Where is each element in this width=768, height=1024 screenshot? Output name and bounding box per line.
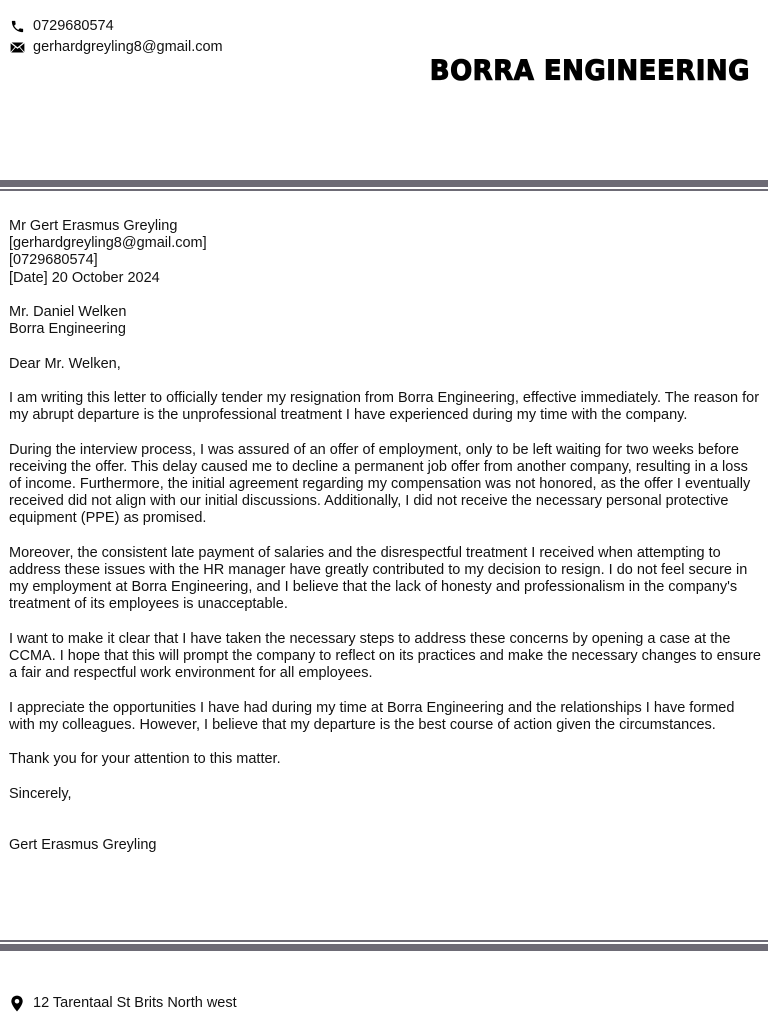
sender-block xyxy=(9,218,761,287)
footer-address-text: 12 Tarentaal St Brits North west xyxy=(33,995,237,1011)
letter-body xyxy=(9,218,761,872)
recipient-company: Borra Engineering xyxy=(9,321,126,338)
paragraph-thanks: Thank you for your attention to this matter. xyxy=(9,751,281,768)
company-title: BORRA ENGINEERING xyxy=(429,55,750,87)
sender-email: [gerhardgreyling8@gmail.com] xyxy=(9,235,207,252)
location-pin-icon xyxy=(9,994,25,1012)
paragraph-salaries: Moreover, the consistent late payment of salaries and the disrespectful treatment I received when attempting to address these issues with the HR manager have greatly contributed to my decision to resign. I do not feel secure in my employment at Borra Engineering, and I believe that the lack of honesty and professionalism in the company's treatment of its employees is unacceptable. xyxy=(9,544,748,613)
paragraph-resignation: I am writing this letter to officially tender my resignation from Borra Engineering, effective immediately. The reason for my abrupt departure is the unprofessional treatment I have experienced during my time with the company. xyxy=(9,389,760,424)
sender-phone: [0729680574] xyxy=(9,252,98,269)
recipient-name: Mr. Daniel Welken xyxy=(9,304,127,320)
header-email: gerhardgreyling8@gmail.com xyxy=(33,39,223,55)
contact-phone xyxy=(9,17,114,35)
paragraph-ccma: I want to make it clear that I have taken the necessary steps to address these concerns by opening a case at the CCMA. I hope that this will prompt the company to reflect on its practices and make the necessary changes to ensure a fair and respectful work environment for all employees. xyxy=(9,630,761,682)
bottom-divider xyxy=(0,940,768,951)
paragraph-appreciation: I appreciate the opportunities I have had during my time at Borra Engineering and the relationships I have formed with my colleagues. However, I believe that my departure is the best course of action given the circumstances. xyxy=(9,699,735,733)
sender-name: Mr Gert Erasmus Greyling xyxy=(9,218,178,234)
footer-address xyxy=(9,994,237,1012)
phone-icon xyxy=(9,18,25,34)
envelope-icon xyxy=(9,39,25,55)
recipient-block xyxy=(9,304,761,338)
salutation: Dear Mr. Welken, xyxy=(9,355,121,372)
header-phone: 0729680574 xyxy=(33,18,114,34)
contact-email xyxy=(9,38,223,56)
signature-name: Gert Erasmus Greyling xyxy=(9,837,157,854)
closing: Sincerely, xyxy=(9,785,72,802)
top-divider xyxy=(0,180,768,191)
letter-date: [Date] 20 October 2024 xyxy=(9,269,160,286)
paragraph-interview: During the interview process, I was assured of an offer of employment, only to be left waiting for two weeks before receiving the offer. This delay caused me to decline a permanent job offer from another company, resulting in a loss of income. Furthermore, the initial agreement regarding my compensation was not honored, as the offer I eventually received did not align with our initial discussions. Additionally, I did not receive the necessary personal protective equipment (PPE) as promised. xyxy=(9,441,751,527)
